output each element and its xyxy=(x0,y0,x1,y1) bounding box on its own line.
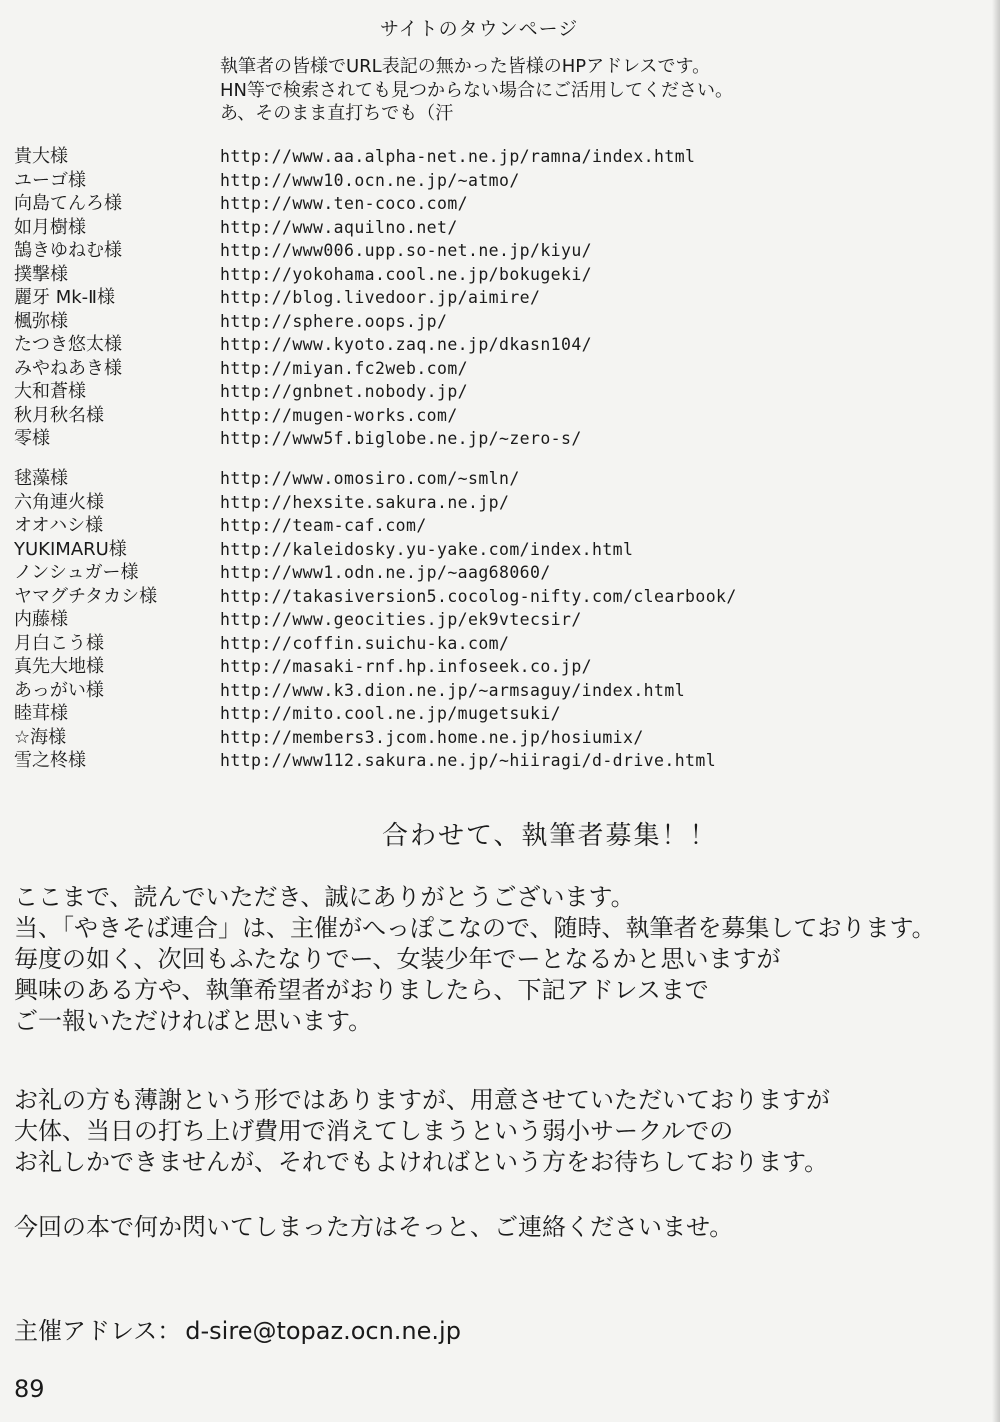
author-url: http://www.kyoto.zaq.ne.jp/dkasn104/ xyxy=(220,335,593,354)
author-name: オオハシ様 xyxy=(14,515,104,536)
author-name: 月白こう様 xyxy=(14,632,104,654)
author-url: http://www.omosiro.com/~smln/ xyxy=(220,469,520,488)
contact-address xyxy=(14,1311,461,1346)
recruit-heading: 合わせて、執筆者募集！！ xyxy=(382,821,718,851)
paragraph-line: ご一報いただければと思います。 xyxy=(14,1007,373,1035)
author-name: 雪之柊様 xyxy=(14,750,86,771)
page-number: 89 xyxy=(14,1375,45,1403)
author-name: ヤマグチタカシ様 xyxy=(14,585,158,607)
author-url: http://mugen-works.com/ xyxy=(220,405,458,425)
author-url: http://mito.cool.ne.jp/mugetsuki/ xyxy=(220,704,562,723)
author-url: http://masaki-rnf.hp.infoseek.co.jp/ xyxy=(220,657,593,676)
paragraph-line: 毎度の如く、次回もふたなりでー、女装少年でーとなるかと思いますが xyxy=(14,945,781,973)
author-name: 秋月秋名様 xyxy=(14,404,104,426)
recruit-paragraph-1 xyxy=(14,882,936,1037)
author-name: 如月樹様 xyxy=(14,216,86,238)
author-url: http://www.aa.alpha-net.ne.jp/ramna/index.html xyxy=(220,147,696,166)
intro-line: HN等で検索されても見つからない場合にご活用してください。 xyxy=(220,79,733,101)
author-url: http://kaleidosky.yu-yake.com/index.html xyxy=(220,539,634,559)
author-name: ☆海様 xyxy=(14,726,67,748)
author-name: 睦茸様 xyxy=(14,703,68,724)
author-url: http://hexsite.sakura.ne.jp/ xyxy=(220,492,510,512)
author-name: 六角連火様 xyxy=(14,491,104,513)
author-url: http://www10.ocn.ne.jp/~atmo/ xyxy=(220,170,520,190)
paragraph-line: 今回の本で何か閃いてしまった方はそっと、ご連絡くださいませ。 xyxy=(14,1213,734,1241)
author-name: あっがい様 xyxy=(14,679,104,701)
author-url: http://www112.sakura.ne.jp/~hiiragi/d-drive.html xyxy=(220,751,717,770)
author-url: http://gnbnet.nobody.jp/ xyxy=(220,382,469,401)
author-name: 鵠きゆねむ様 xyxy=(14,240,122,261)
author-name: 大和蒼様 xyxy=(14,381,86,402)
author-name: ユーゴ様 xyxy=(14,169,86,191)
author-name: みやねあき様 xyxy=(14,357,122,379)
author-url: http://yokohama.cool.ne.jp/bokugeki/ xyxy=(220,264,593,284)
paragraph-line: 当、「やきそば連合」は、主催がへっぽこなので、随時、執筆者を募集しております。 xyxy=(14,914,936,942)
author-name: 撲撃様 xyxy=(14,263,68,285)
author-name: 向島てんろ様 xyxy=(14,193,122,214)
author-name: 毬藻様 xyxy=(14,468,68,489)
author-url: http://www.geocities.jp/ek9vtecsir/ xyxy=(220,610,582,629)
recruit-paragraph-3 xyxy=(14,1212,733,1243)
author-url: http://sphere.oops.jp/ xyxy=(220,311,448,331)
intro-line: あ、そのまま直打ちでも（汗 xyxy=(220,103,454,124)
author-url: http://www.aquilno.net/ xyxy=(220,217,458,237)
author-url: http://www1.odn.ne.jp/~aag68060/ xyxy=(220,563,551,582)
author-url: http://takasiversion5.cocolog-nifty.com/clearbook/ xyxy=(220,586,737,606)
author-url: http://miyan.fc2web.com/ xyxy=(220,358,469,378)
author-name: 貴大様 xyxy=(14,146,68,167)
intro-line: 執筆者の皆様でURL表記の無かった皆様のHPアドレスです。 xyxy=(220,56,711,77)
page-edge-shadow xyxy=(992,0,1000,1422)
author-name: たつき悠太様 xyxy=(14,334,122,355)
author-url: http://coffin.suichu-ka.com/ xyxy=(220,633,510,653)
author-name: 零様 xyxy=(14,428,50,449)
paragraph-line: ここまで、読んでいただき、誠にありがとうございます。 xyxy=(14,883,635,911)
author-name: 真先大地様 xyxy=(14,656,104,677)
author-url: http://www.ten-coco.com/ xyxy=(220,194,469,213)
contact-email: d-sire@topaz.ocn.ne.jp xyxy=(185,1317,461,1345)
author-name: ノンシュガー様 xyxy=(14,562,139,583)
paragraph-line: お礼しかできませんが、それでもよければという方をお待ちしております。 xyxy=(14,1148,829,1176)
intro-text xyxy=(220,55,733,126)
author-url: http://www5f.biglobe.ne.jp/~zero-s/ xyxy=(220,429,582,448)
paragraph-line: お礼の方も薄謝という形ではありますが、用意させていただいておりますが xyxy=(14,1086,830,1114)
author-url: http://members3.jcom.home.ne.jp/hosiumix/ xyxy=(220,727,644,747)
author-url: http://www.k3.dion.ne.jp/~armsaguy/index.html xyxy=(220,680,686,700)
author-name: YUKIMARU様 xyxy=(14,538,127,560)
recruit-paragraph-2 xyxy=(14,1085,830,1178)
author-name: 楓弥様 xyxy=(14,310,68,332)
page-title: サイトのタウンページ xyxy=(380,18,579,40)
author-url: http://blog.livedoor.jp/aimire/ xyxy=(220,288,541,307)
contact-label: 主催アドレス： xyxy=(14,1317,182,1345)
paragraph-line: 興味のある方や、執筆希望者がおりましたら、下記アドレスまで xyxy=(14,976,709,1004)
author-url: http://www006.upp.so-net.ne.jp/kiyu/ xyxy=(220,241,593,260)
author-url: http://team-caf.com/ xyxy=(220,516,427,535)
author-name: 内藤様 xyxy=(14,609,68,630)
author-name: 麗牙 Mk-Ⅱ様 xyxy=(14,287,116,308)
paragraph-line: 大体、当日の打ち上げ費用で消えてしまうという弱小サークルでの xyxy=(14,1117,734,1145)
